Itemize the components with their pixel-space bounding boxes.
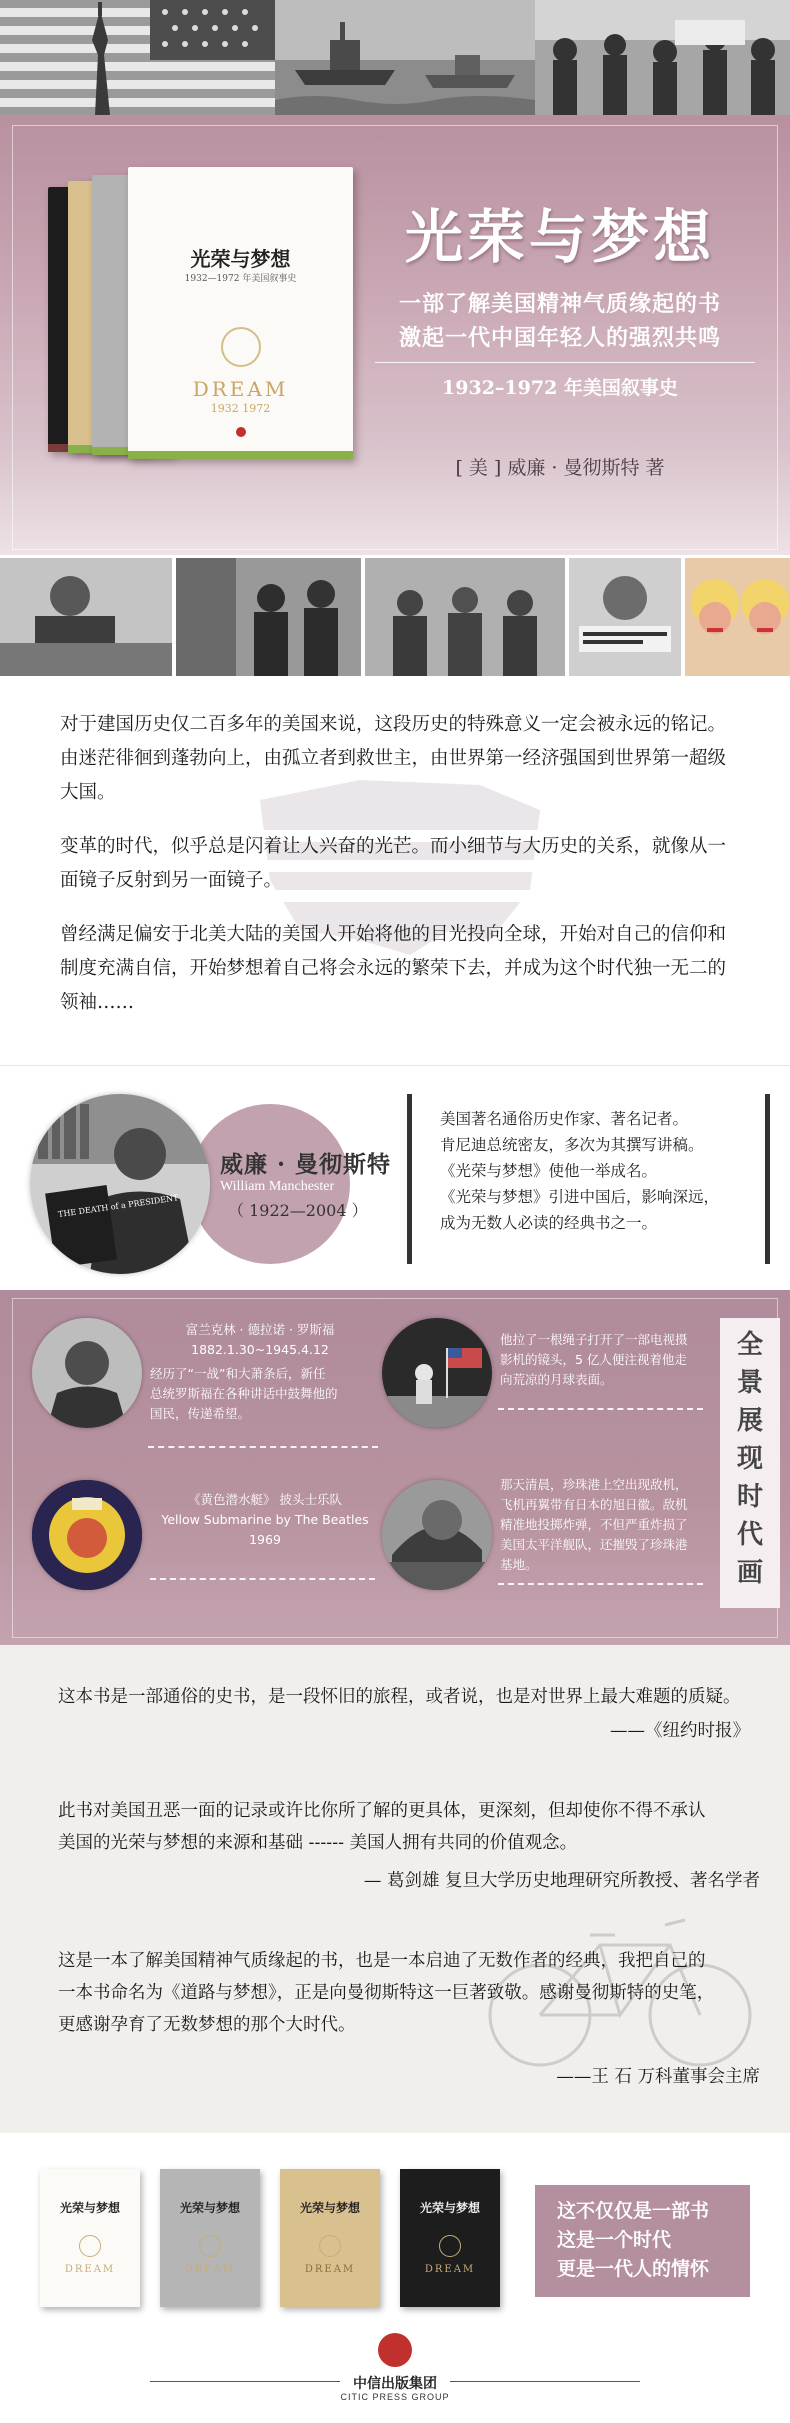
slogan-line: 这不仅仅是一部书	[557, 2200, 710, 2222]
panorama-divider	[148, 1446, 378, 1448]
roosevelt-portrait	[32, 1318, 142, 1428]
review-3-source: ——王 石 万科董事会主席	[556, 2067, 760, 2087]
mini-seal-icon	[439, 2235, 461, 2257]
slogan-box	[535, 2185, 750, 2297]
panorama-divider	[498, 1583, 703, 1585]
pearl-caption-line: 美国太平洋舰队，还摧毁了珍珠港	[500, 1537, 688, 1552]
mini-book-gold	[280, 2169, 380, 2307]
meeting-photo	[176, 558, 361, 676]
intro-section	[0, 680, 790, 1065]
hero-subtitle-line2: 激起一代中国年轻人的强烈共鸣	[398, 325, 721, 351]
beatles-year: 1969	[249, 1532, 281, 1547]
hero-subtitle-line1: 一部了解美国精神气质缘起的书	[398, 291, 721, 317]
author-bio-line: 成为无数人必读的经典书之一。	[440, 1214, 658, 1232]
mini-book-title: 光荣与梦想	[179, 2201, 240, 2215]
publisher-dot-icon	[236, 427, 246, 437]
label-char: 现	[736, 1444, 763, 1474]
cover-subtitle: 1932—1972 年美国叙事史	[184, 274, 297, 284]
label-char: 展	[736, 1406, 763, 1436]
mini-book-title: 光荣与梦想	[59, 2201, 120, 2215]
label-char: 画	[736, 1558, 763, 1588]
review-1-text: 这本书是一部通俗的史书，是一段怀旧的旅程，或者说，也是对世界上最大难题的质疑。	[58, 1687, 741, 1707]
author-bio-line: 肯尼迪总统密友，多次为其撰写讲稿。	[440, 1136, 704, 1154]
hero-section	[0, 115, 790, 555]
author-bio-bar-left	[407, 1094, 412, 1264]
mini-book-black	[400, 2169, 500, 2307]
label-char: 代	[736, 1520, 763, 1550]
publisher-name: 中信出版集团	[353, 2376, 437, 2392]
mini-book-dream: DREAM	[424, 2264, 476, 2275]
review-2-source: — 葛剑雄 复旦大学历史地理研究所教授、著名学者	[363, 1871, 760, 1891]
mini-book-white	[40, 2169, 140, 2307]
flag-liberty-photo	[0, 0, 275, 115]
author-name: 威廉 · 曼彻斯特	[220, 1151, 392, 1178]
marilyn-pop-art-photo	[685, 558, 790, 676]
variety-magazine-photo	[569, 558, 681, 676]
author-lifespan: （ 1922—2004 ）	[228, 1201, 368, 1220]
label-char: 景	[736, 1368, 763, 1398]
mini-book-dream: DREAM	[184, 2264, 236, 2275]
mini-book-title: 光荣与梦想	[299, 2201, 360, 2215]
hero-author: [ 美 ] 威廉 · 曼彻斯特 著	[455, 457, 665, 479]
publisher-name-en: CITIC PRESS GROUP	[340, 2392, 450, 2402]
author-bio-line: 《光荣与梦想》使他一举成名。	[440, 1162, 658, 1180]
author-portrait	[30, 1094, 210, 1274]
review-2-line1: 此书对美国丑恶一面的记录或许比你所了解的更具体，更深刻，但却使你不得不承认	[58, 1801, 706, 1821]
crowd-photo	[535, 0, 790, 115]
pearl-caption-line: 那天清晨，珍珠港上空出现敌机，	[500, 1477, 688, 1492]
top-photo-strip	[0, 0, 790, 115]
review-3-line1: 这是一本了解美国精神气质缘起的书，也是一本启迪了无数作者的经典，我把自己的	[58, 1951, 706, 1971]
bottom-section	[0, 2133, 790, 2423]
harbor-ships-photo	[275, 0, 535, 115]
roosevelt-name: 富兰克林 · 德拉诺 · 罗斯福	[185, 1322, 335, 1337]
author-bio-line: 美国著名通俗历史作家、著名记者。	[440, 1110, 689, 1128]
label-char: 时	[736, 1482, 763, 1512]
moon-caption-line: 向荒凉的月球表面。	[500, 1372, 613, 1387]
beatles-title: 《黄色潜水艇》 披头士乐队	[188, 1492, 342, 1507]
review-1-source: ——《纽约时报》	[610, 1721, 750, 1741]
panorama-divider	[498, 1408, 703, 1410]
cover-years: 1932 1972	[210, 402, 271, 415]
pearl-caption-line: 基地。	[500, 1557, 538, 1572]
pearl-harbor-caption	[500, 1475, 715, 1575]
author-name-en: William Manchester	[220, 1179, 335, 1194]
panorama-vertical-label	[720, 1318, 780, 1608]
panorama-section	[0, 1290, 790, 1645]
intro-paragraph-3: 曾经满足偏安于北美大陆的美国人开始将他的目光投向全球，开始对自己的信仰和制度充满自信，开始梦想着自己将会永远的繁荣下去，并成为这个时代独一无二的领袖……	[60, 924, 727, 1013]
hero-divider	[375, 362, 755, 363]
roosevelt-caption-line: 国民，传递希望。	[150, 1406, 251, 1421]
pearl-caption-line: 精准地投掷炸弹，不但严重炸损了	[500, 1517, 688, 1532]
review-3-line3: 更感谢孕育了无数梦想的那个大时代。	[58, 2015, 356, 2035]
citic-logo-icon	[378, 2333, 412, 2367]
intro-paragraph-1: 对于建国历史仅二百多年的美国来说，这段历史的特殊意义一定会被永远的铭记。由迷茫徘徊到蓬勃向上，由孤立者到救世主，由世界第一经济强国到世界第一超级大国。	[60, 714, 727, 803]
roosevelt-dates: 1882.1.30~1945.4.12	[191, 1342, 329, 1357]
label-char: 全	[736, 1330, 763, 1360]
moon-caption-line: 影机的镜头，5 亿人便注视着他走	[500, 1352, 687, 1367]
intro-paragraph-2: 变革的时代，似乎总是闪着让人兴奋的光芒。而小细节与大历史的关系，就像从一面镜子反射到另一面镜子。	[60, 836, 727, 891]
review-3-line2: 一本书命名为《道路与梦想》，正是向曼彻斯特这一巨著致敬。感谢曼彻斯特的史笔，	[58, 1983, 715, 2003]
author-book-label: THE DEATH of a PRESIDENT	[57, 1193, 179, 1220]
author-bio	[440, 1106, 760, 1236]
mini-book-title: 光荣与梦想	[419, 2201, 480, 2215]
author-bio-line: 《光荣与梦想》引进中国后，影响深远，	[440, 1188, 720, 1206]
mini-seal-icon	[319, 2235, 341, 2257]
roosevelt-caption	[150, 1364, 380, 1424]
yellow-submarine-art	[32, 1480, 142, 1590]
roosevelt-caption-line: 总统罗斯福在各种讲话中鼓舞他的	[150, 1386, 338, 1401]
author-bio-bar-right	[765, 1094, 770, 1264]
cover-dream-word: DREAM	[192, 377, 289, 401]
panorama-divider	[150, 1578, 375, 1580]
moon-caption	[500, 1330, 715, 1390]
roosevelt-caption-line: 经历了“一战”和大萧条后，新任	[150, 1366, 326, 1381]
hero-title: 光荣与梦想	[404, 203, 715, 271]
beatles-title-en: Yellow Submarine by The Beatles	[161, 1512, 369, 1527]
presidential-seal-icon	[221, 327, 261, 367]
roosevelt-car-photo	[0, 558, 172, 676]
review-2-line2: 美国的光荣与梦想的来源和基础 ------ 美国人拥有共同的价值观念。	[58, 1833, 578, 1853]
moon-caption-line: 他拉了一根绳子打开了一部电视摄	[500, 1332, 688, 1347]
mini-book-dream: DREAM	[64, 2264, 116, 2275]
author-section	[0, 1065, 790, 1290]
mini-book-gray	[160, 2169, 260, 2307]
hero-subtitle	[370, 287, 750, 355]
reviews-section	[0, 1645, 790, 2133]
mini-seal-icon	[79, 2235, 101, 2257]
cover-title: 光荣与梦想	[190, 247, 291, 271]
book-cover-front	[128, 167, 353, 459]
pearl-caption-line: 飞机再翼带有日本的旭日徽。敌机	[500, 1497, 688, 1512]
slogan-line: 更是一代人的情怀	[557, 2258, 710, 2280]
moon-landing-photo	[382, 1318, 492, 1428]
yalta-conference-photo	[365, 558, 565, 676]
mini-book-dream: DREAM	[304, 2264, 356, 2275]
mini-seal-icon	[199, 2235, 221, 2257]
slogan-line: 这是一个时代	[557, 2229, 672, 2251]
hero-years: 1932–1972 年美国叙事史	[442, 377, 678, 399]
history-photo-strip	[0, 558, 790, 676]
pearl-harbor-photo	[382, 1480, 492, 1590]
